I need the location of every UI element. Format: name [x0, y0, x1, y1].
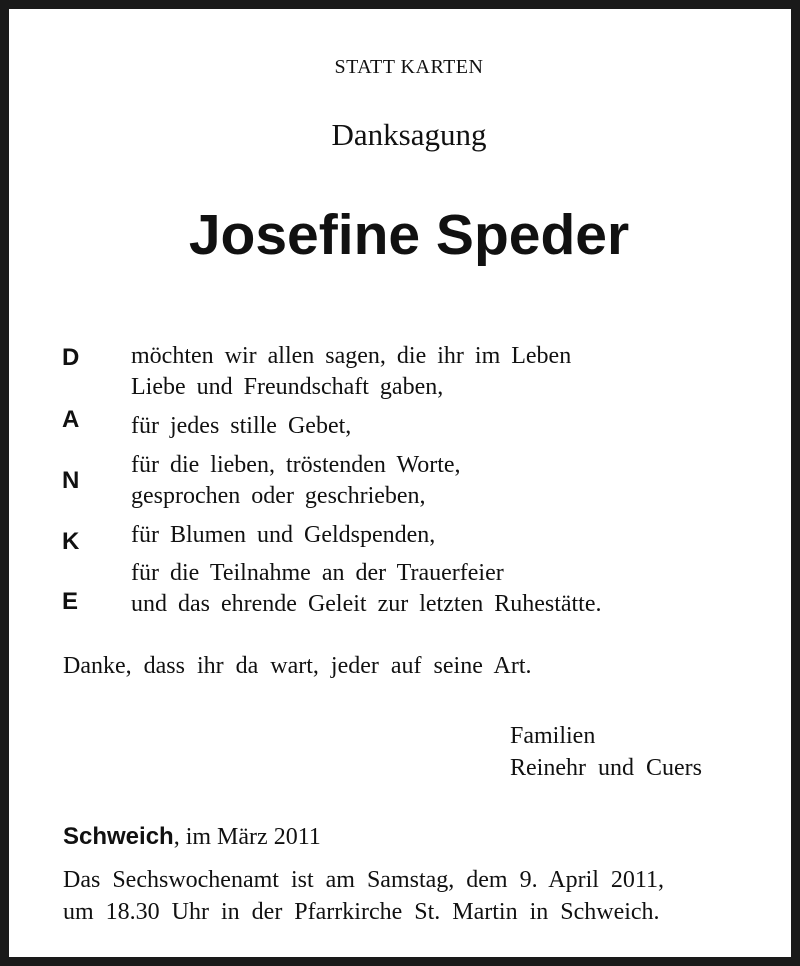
verse-line: für Blumen und Geldspenden, — [131, 522, 436, 548]
closing-thanks: Danke, dass ihr da wart, jeder auf seine Art. — [63, 653, 532, 679]
service-info-line: um 18.30 Uhr in der Pfarrkirche St. Martin in Schweich. — [63, 899, 660, 925]
verse-line: für jedes stille Gebet, — [131, 413, 352, 439]
danke-letter-a: A — [62, 406, 80, 433]
verse-line: gesprochen oder geschrieben, — [131, 483, 426, 509]
signature-families: Familien — [510, 723, 596, 749]
danke-letter-d: D — [62, 344, 80, 371]
danke-letter-n: N — [62, 467, 80, 494]
verse-line: für die lieben, tröstenden Worte, — [131, 452, 461, 478]
deceased-name: Josefine Speder — [188, 203, 630, 267]
verse-line: für die Teilnahme an der Trauerfeier — [131, 560, 504, 586]
verse-line: Liebe und Freundschaft gaben, — [131, 374, 444, 400]
statt-karten-heading: STATT KARTEN — [334, 56, 484, 78]
place-date-text: , im März 2011 — [173, 824, 321, 850]
danke-letter-e: E — [62, 588, 79, 615]
danksagung-title: Danksagung — [331, 117, 487, 152]
place-date — [63, 823, 321, 851]
signature-names: Reinehr und Cuers — [510, 755, 702, 781]
service-info-line: Das Sechswochenamt ist am Samstag, dem 9. April 2011, — [63, 867, 665, 893]
danke-letter-k: K — [62, 528, 80, 555]
verse-line: und das ehrende Geleit zur letzten Ruhestätte. — [131, 591, 602, 617]
verse-line: möchten wir allen sagen, die ihr im Leben — [131, 343, 572, 369]
place-city: Schweich — [63, 823, 174, 850]
